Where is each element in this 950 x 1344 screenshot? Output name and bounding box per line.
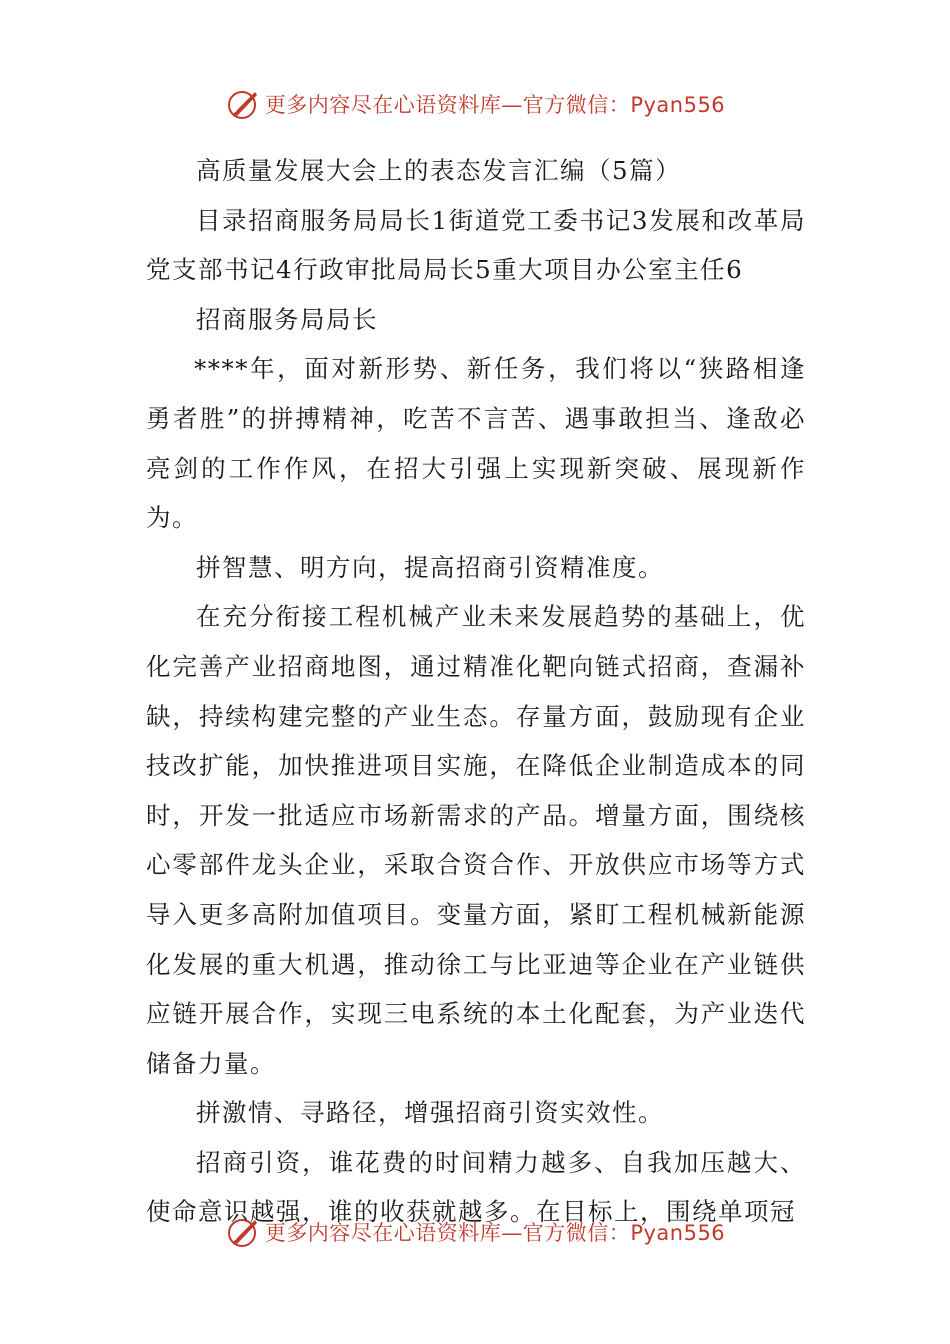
paragraph: 在充分衔接工程机械产业未来发展趋势的基础上，优化完善产业招商地图，通过精准化靶向链式招商，查漏补缺，持续构建完整的产业生态。存量方面，鼓励现有企业技改扩能，加快推进项目实施，在降低企业制造成本的同时，开发一批适应市场新需求的产品。增量方面，围绕核心零部件龙头企业，采取合资合作、开放供应市场等方式导入更多高附加值项目。变量方面，紧盯工程机械新能源化发展的重大机遇，推动徐工与比亚迪等企业在产业链供应链开展合作，实现三电系统的本土化配套，为产业迭代储备力量。: [146, 602, 806, 1078]
footer-banner: [0, 1212, 950, 1252]
paragraph: ****年，面对新形势、新任务，我们将以“狭路相逢勇者胜”的拼搏精神，吃苦不言苦、遇事敢担当、逢敌必亮剑的工作作风，在招大引强上实现新突破、展现新作为。: [146, 354, 806, 533]
table-of-contents: 目录招商服务局局长1街道党工委书记3发展和改革局党支部书记4行政审批局局长5重大项目办公室主任6: [146, 205, 806, 285]
wechat-handle: Pyan556: [630, 1221, 726, 1245]
quill-seal-icon: [225, 86, 261, 122]
banner-text: 更多内容尽在心语资料库—官方微信：Pyan556: [264, 1221, 726, 1245]
document-title: 高质量发展大会上的表态发言汇编（5篇）: [196, 156, 682, 185]
header-banner: [0, 84, 950, 124]
paragraph: 招商引资，谁花费的时间精力越多、自我加压越大、使命意识越强，谁的收获就越多。在目标上，围绕单项冠: [146, 1147, 806, 1227]
section-heading: 招商服务局局长: [196, 304, 378, 334]
document-body: [146, 146, 806, 1237]
quill-seal-icon: [225, 1214, 261, 1250]
subheading: 拼激情、寻路径，增强招商引资实效性。: [196, 1098, 664, 1128]
banner-text: 更多内容尽在心语资料库—官方微信：Pyan556: [264, 93, 726, 117]
wechat-handle: Pyan556: [630, 93, 726, 117]
subheading: 拼智慧、明方向，提高招商引资精准度。: [196, 552, 664, 582]
